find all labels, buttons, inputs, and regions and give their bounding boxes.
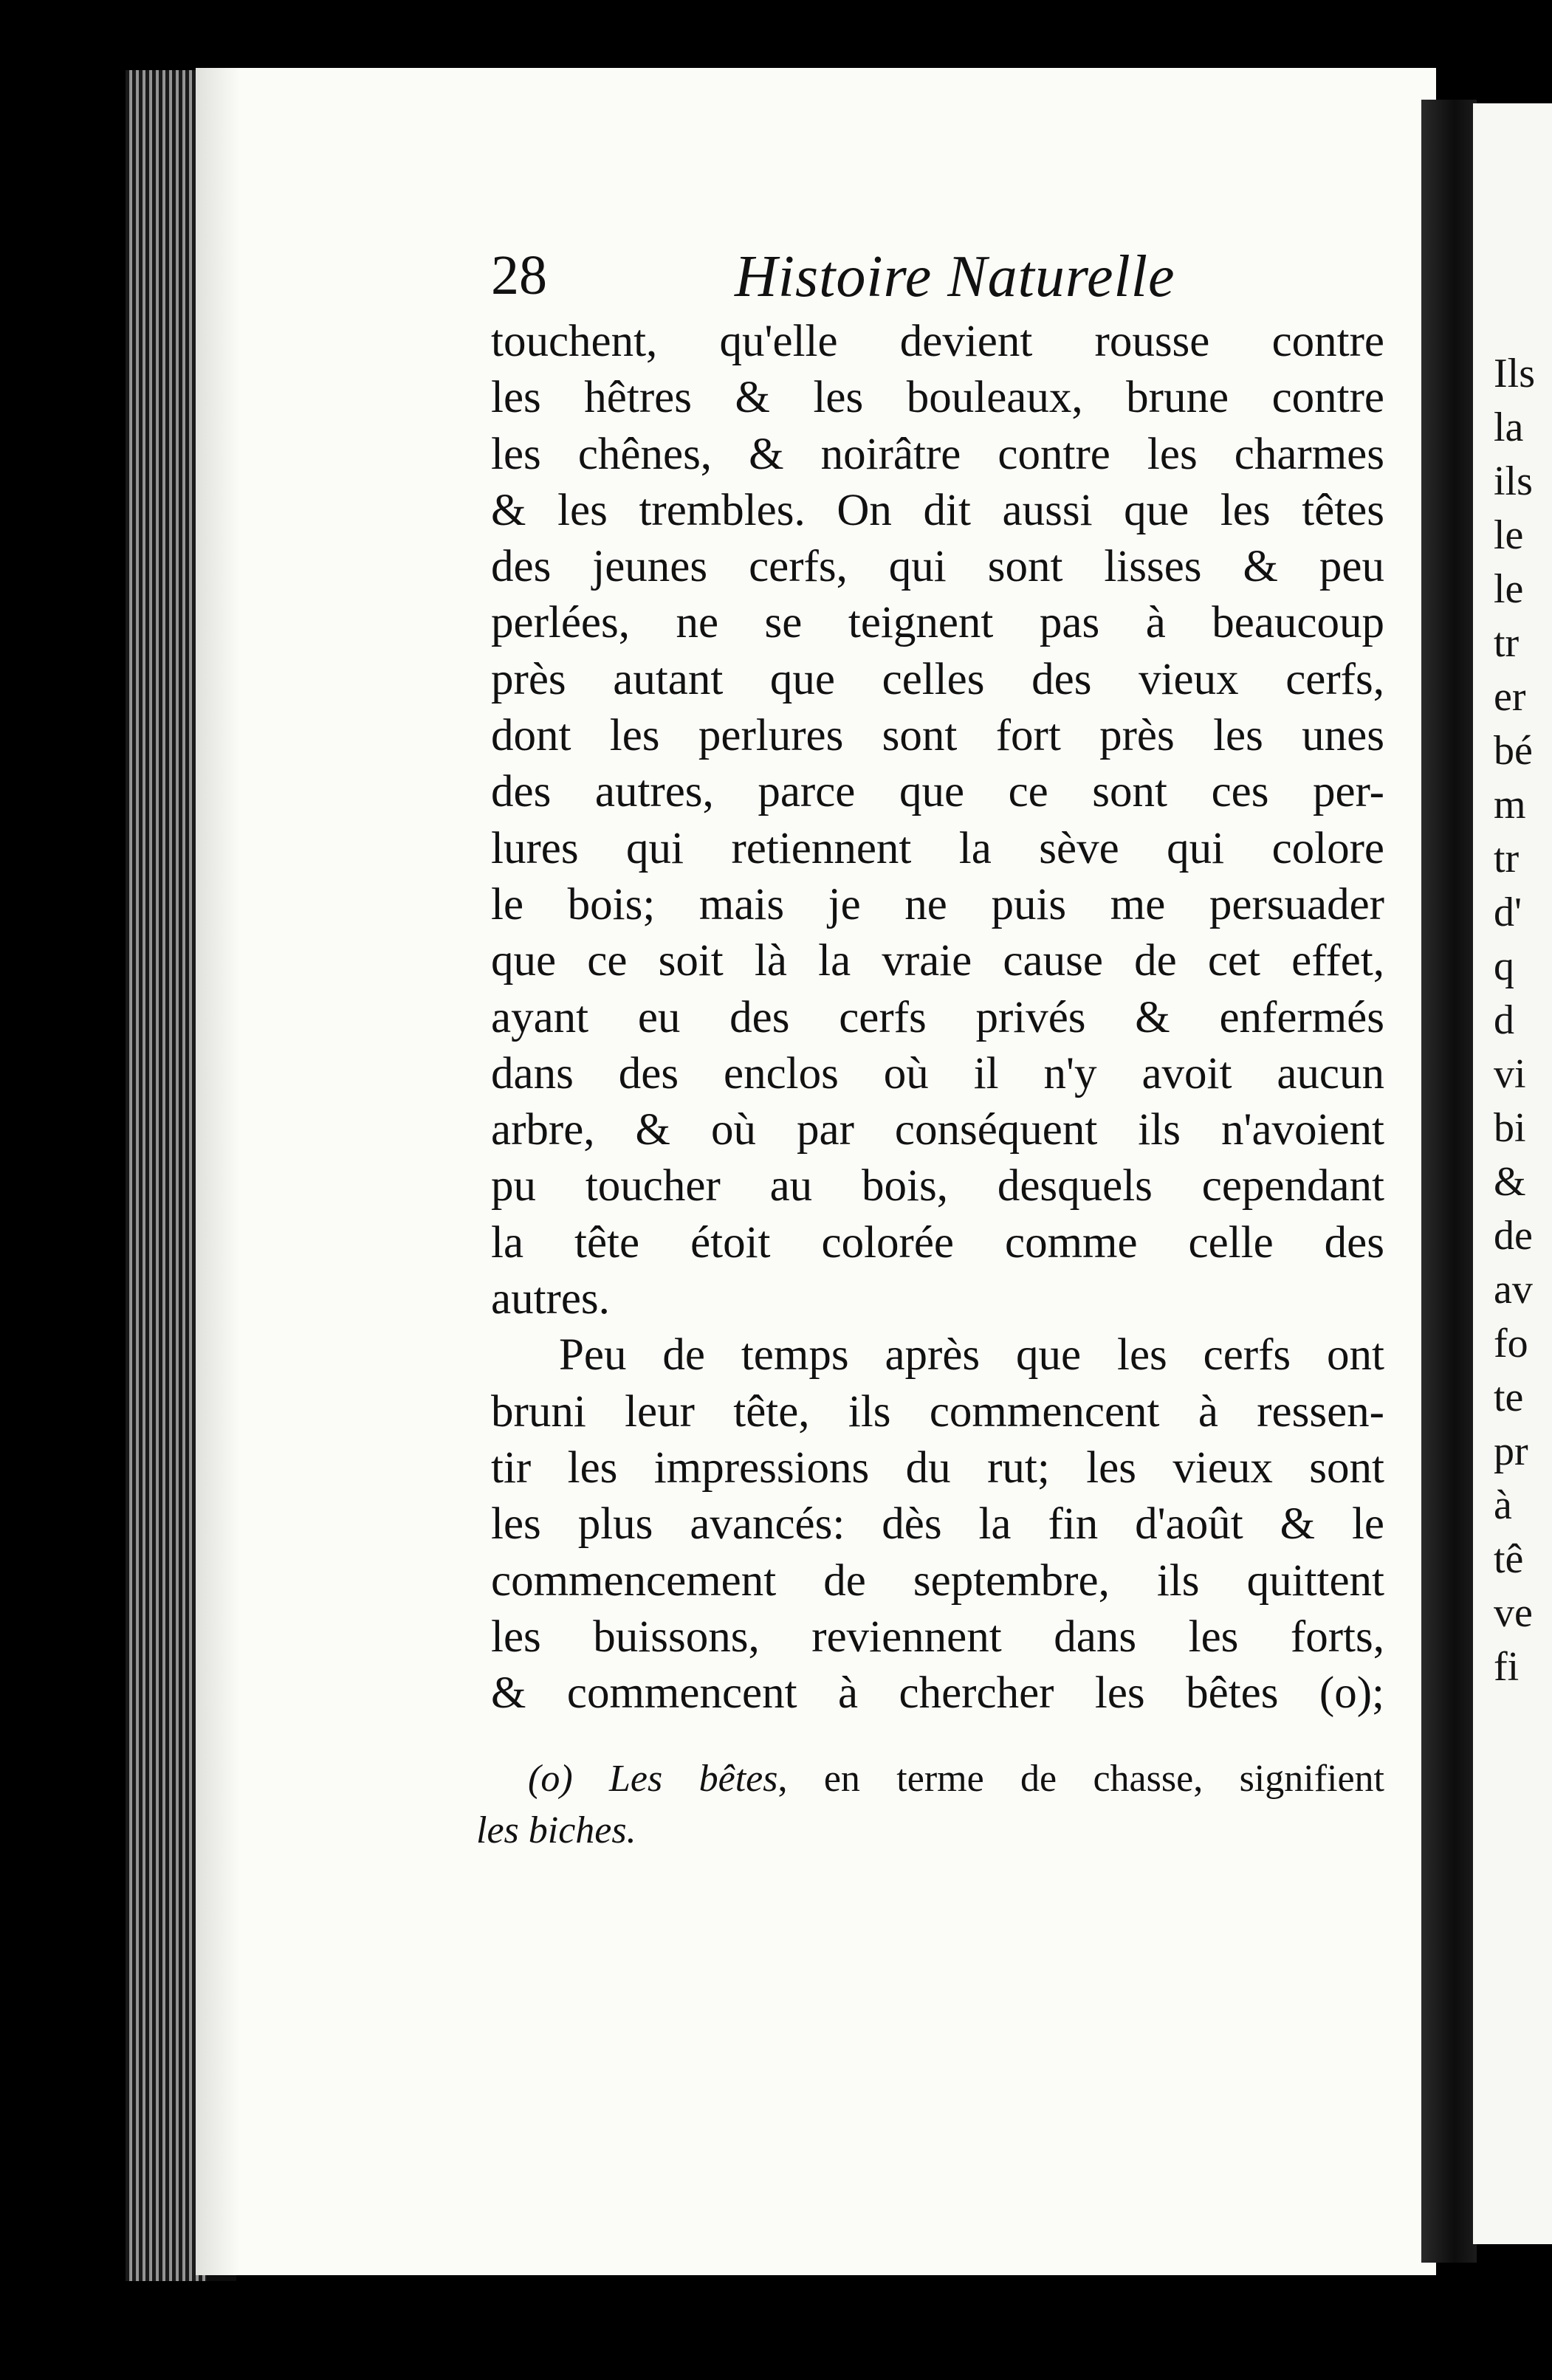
body-text — [491, 314, 1384, 1722]
text-line: touchent, qu'elle devient rousse contre — [491, 317, 1384, 366]
footnote-marker: (o) — [528, 1758, 573, 1800]
running-title: Histoire Naturelle — [735, 244, 1175, 309]
text-line: les buissons, reviennent dans les forts, — [491, 1612, 1384, 1662]
footnote — [476, 1753, 1384, 1857]
facing-page-line: d — [1494, 997, 1514, 1043]
facing-page-line: q — [1494, 943, 1514, 989]
facing-page-line: pr — [1494, 1428, 1528, 1474]
facing-page-lines — [1473, 347, 1535, 1694]
facing-page-line: de — [1494, 1213, 1533, 1259]
facing-page-line: te — [1494, 1375, 1524, 1420]
text-line: perlées, ne se teignent pas à beaucoup — [491, 598, 1384, 648]
facing-page-line: bé — [1494, 728, 1533, 774]
text-line: les chênes, & noirâtre contre les charmes — [491, 429, 1384, 479]
text-line: commencement de septembre, ils quittent — [491, 1555, 1384, 1606]
text-line: les hêtres & les bouleaux, brune contre — [491, 373, 1384, 423]
text-line: dans des enclos où il n'y avoit aucun — [491, 1048, 1384, 1098]
text-line: & les trembles. On dit aussi que les têtes — [491, 485, 1384, 535]
text-line: la tête étoit colorée comme celle des — [491, 1217, 1384, 1268]
text-line: que ce soit là la vraie cause de cet effet, — [491, 936, 1384, 986]
facing-page-line: Ils — [1494, 351, 1535, 396]
running-head — [491, 244, 1392, 310]
text-line: des jeunes cerfs, qui sont lisses & peu — [491, 542, 1384, 592]
facing-page-line: d' — [1494, 890, 1522, 935]
facing-page-line: m — [1494, 782, 1526, 828]
text-line: tir les impressions du rut; les vieux sont — [491, 1442, 1384, 1493]
text-line: pu toucher au bois, desquels cependant — [491, 1161, 1384, 1211]
facing-page-line: ve — [1494, 1590, 1533, 1636]
facing-page-line: tr — [1494, 836, 1520, 881]
facing-page-line: bi — [1494, 1105, 1526, 1151]
text-line: lures qui retiennent la sève qui colore — [491, 823, 1384, 873]
facing-page-line: fi — [1494, 1644, 1520, 1690]
page-number: 28 — [491, 244, 547, 306]
text-line: ayant eu des cerfs privés & enfermés — [491, 992, 1384, 1042]
facing-page-line: vi — [1494, 1051, 1526, 1097]
text-line: près autant que celles des vieux cerfs, — [491, 654, 1384, 704]
facing-page-line: la — [1494, 405, 1524, 450]
text-line: autres. — [491, 1274, 610, 1324]
text-line: le bois; mais je ne puis me persuader — [491, 879, 1384, 929]
facing-page-line: à — [1494, 1482, 1512, 1528]
facing-page-line: tr — [1494, 620, 1520, 666]
text-line: bruni leur tête, ils commencent à ressen- — [491, 1386, 1384, 1437]
footnote-line — [476, 1753, 1384, 1805]
facing-page — [1473, 103, 1552, 2244]
facing-page-line: tê — [1494, 1536, 1524, 1582]
footnote-term: Les bêtes — [609, 1758, 778, 1800]
facing-page-line: & — [1494, 1159, 1526, 1205]
footnote-text: , en terme de chasse, signifient — [777, 1758, 1384, 1800]
text-line: arbre, & où par conséquent ils n'avoient — [491, 1105, 1384, 1155]
book-gutter — [1421, 100, 1477, 2263]
facing-page-line: fo — [1494, 1321, 1528, 1366]
facing-page-line: av — [1494, 1267, 1533, 1313]
footnote-last-line: les biches. — [476, 1809, 636, 1851]
facing-page-line: le — [1494, 566, 1524, 612]
facing-page-line: er — [1494, 674, 1526, 720]
text-line: des autres, parce que ce sont ces per- — [491, 767, 1384, 817]
facing-page-line: le — [1494, 512, 1524, 558]
text-line: & commencent à chercher les bêtes (o); — [491, 1668, 1384, 1719]
text-line: dont les perlures sont fort près les unes — [491, 711, 1384, 761]
text-line: les plus avancés: dès la fin d'août & le — [491, 1499, 1384, 1550]
paragraph-start-line: Peu de temps après que les cerfs ont — [559, 1330, 1384, 1380]
facing-page-line: ils — [1494, 458, 1533, 504]
